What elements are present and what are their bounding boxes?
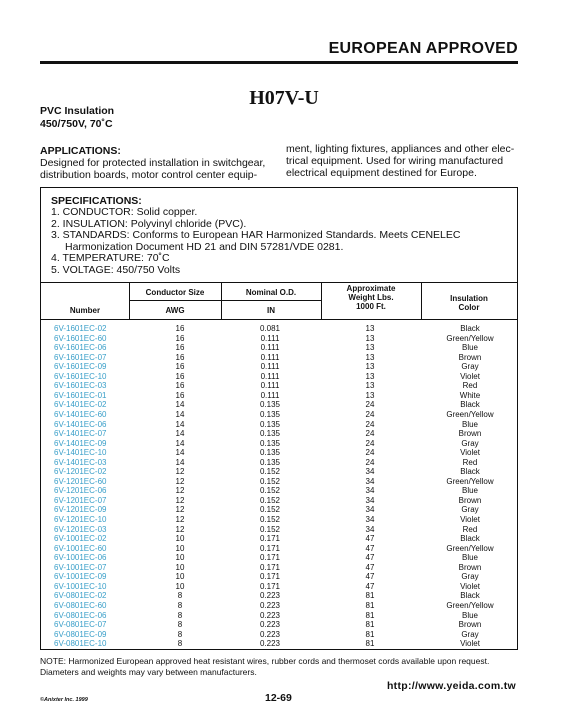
spec-item-insulation: 2. INSULATION: Polyvinyl chloride (PVC). (51, 217, 247, 230)
weight-value: 81 (365, 629, 375, 639)
weight-value: 81 (365, 620, 375, 630)
header-rule (40, 61, 518, 64)
part-number: 6V-1601EC-10 (54, 371, 107, 381)
nominal-od-value: 0.171 (259, 572, 281, 582)
nominal-od-value: 0.111 (260, 352, 280, 362)
weight-value: 81 (365, 639, 375, 649)
awg-value: 14 (175, 448, 185, 458)
part-number: 6V-1601EC-06 (54, 343, 107, 353)
part-number: 6V-1401EC-10 (54, 448, 107, 458)
part-number: 6V-1201EC-03 (54, 524, 107, 534)
table-row (41, 353, 517, 362)
part-number: 6V-1201EC-06 (54, 486, 107, 496)
table-row (41, 343, 517, 352)
awg-value: 12 (175, 467, 185, 477)
nominal-od-value: 0.135 (259, 400, 281, 410)
insulation-color-value: Violet (460, 448, 480, 458)
nominal-od-value: 0.111 (260, 371, 280, 381)
part-number: 6V-0801EC-02 (54, 591, 107, 601)
spec-item-voltage: 5. VOLTAGE: 450/750 Volts (51, 263, 181, 276)
awg-value: 16 (175, 362, 185, 372)
insulation-color-value: Green/Yellow (446, 543, 494, 553)
insulation-color-value: Brown (458, 429, 482, 439)
nominal-od-value: 0.111 (260, 381, 280, 391)
part-number: 6V-1601EC-02 (54, 324, 107, 333)
table-row (41, 611, 517, 620)
page-number: 12-69 (265, 692, 292, 704)
part-number: 6V-1601EC-60 (54, 333, 107, 343)
part-number: 6V-1401EC-09 (54, 438, 107, 448)
nominal-od-value: 0.152 (259, 524, 281, 534)
part-number: 6V-1201EC-09 (54, 505, 107, 515)
awg-value: 12 (175, 524, 185, 534)
awg-value: 8 (177, 610, 183, 620)
nominal-od-value: 0.152 (259, 515, 281, 524)
awg-value: 14 (175, 409, 185, 419)
insulation-color-value: White (459, 390, 481, 400)
footnote (40, 656, 530, 677)
product-subtitle (40, 105, 114, 131)
insulation-color-value: Black (460, 324, 480, 333)
nominal-od-value: 0.111 (260, 362, 280, 372)
footnote-line: Diameters and weights may vary between manufacturers. (40, 666, 257, 677)
insulation-color-value: Violet (460, 371, 480, 381)
weight-value: 13 (365, 352, 375, 362)
insulation-color-value: Red (462, 381, 478, 391)
awg-value: 12 (175, 495, 185, 505)
nominal-od-value: 0.135 (259, 419, 281, 429)
awg-value: 16 (175, 324, 185, 333)
weight-value: 24 (365, 448, 375, 458)
table-row (41, 467, 517, 476)
table-row (41, 620, 517, 629)
nominal-od-value: 0.171 (259, 562, 281, 572)
table-row (41, 362, 517, 371)
part-number: 6V-0801EC-09 (54, 629, 107, 639)
weight-value: 47 (365, 543, 375, 553)
nominal-od-value: 0.223 (259, 629, 281, 639)
weight-value: 24 (365, 457, 375, 467)
weight-value: 47 (365, 534, 375, 544)
nominal-od-value: 0.223 (259, 639, 281, 649)
weight-value: 13 (365, 362, 375, 372)
applications-line: electrical equipment destined for Europe. (286, 167, 477, 179)
nominal-od-value: 0.152 (259, 486, 281, 496)
applications-line: Designed for protected installation in switchgear, (40, 157, 266, 169)
part-number: 6V-1001EC-10 (54, 581, 107, 591)
column-header-nominal-od: Nominal O.D. (245, 288, 297, 297)
insulation-color-value: Green/Yellow (446, 409, 494, 419)
awg-value: 14 (175, 419, 185, 429)
weight-value: 13 (365, 324, 375, 333)
weight-value: 13 (365, 371, 375, 381)
part-number: 6V-1001EC-60 (54, 543, 107, 553)
table-row (41, 429, 517, 438)
applications-line: ment, lighting fixtures, appliances and other elec- (286, 143, 515, 155)
part-number: 6V-1601EC-01 (54, 390, 107, 400)
weight-value: 13 (365, 381, 375, 391)
table-row (41, 372, 517, 381)
weight-value: 47 (365, 562, 375, 572)
insulation-color-value: Blue (461, 610, 478, 620)
awg-value: 10 (175, 562, 185, 572)
column-header-awg: AWG (165, 306, 185, 315)
column-header-insulation-color: Insulation Color (450, 294, 488, 312)
nominal-od-value: 0.111 (260, 390, 280, 400)
insulation-color-value: Red (462, 457, 478, 467)
table-row (41, 525, 517, 534)
table-row (41, 458, 517, 467)
nominal-od-value: 0.081 (259, 324, 281, 333)
specifications-box (40, 187, 518, 650)
table-row (41, 410, 517, 419)
nominal-od-value: 0.135 (259, 457, 281, 467)
table-row (41, 496, 517, 505)
table-row (41, 448, 517, 457)
weight-value: 13 (365, 390, 375, 400)
awg-value: 14 (175, 457, 185, 467)
insulation-color-value: Blue (461, 553, 478, 563)
weight-value: 34 (365, 524, 375, 534)
insulation-type: PVC Insulation (40, 105, 115, 117)
weight-value: 47 (365, 572, 375, 582)
weight-value: 24 (365, 429, 375, 439)
part-number: 6V-1201EC-10 (54, 515, 107, 524)
nominal-od-value: 0.135 (259, 409, 281, 419)
awg-value: 8 (177, 591, 183, 601)
part-number: 6V-1601EC-03 (54, 381, 107, 391)
weight-value: 13 (365, 333, 375, 343)
weight-value: 47 (365, 553, 375, 563)
weight-value: 81 (365, 610, 375, 620)
insulation-color-value: Brown (458, 562, 482, 572)
table-row (41, 591, 517, 600)
part-number: 6V-1201EC-07 (54, 495, 107, 505)
awg-value: 16 (175, 343, 185, 353)
awg-value: 16 (175, 333, 185, 343)
table-row (41, 381, 517, 390)
column-header-conductor-size: Conductor Size (145, 288, 205, 297)
awg-value: 8 (177, 629, 183, 639)
part-number: 6V-1601EC-09 (54, 362, 107, 372)
table-row (41, 477, 517, 486)
insulation-color-value: Black (460, 591, 480, 601)
weight-value: 34 (365, 495, 375, 505)
weight-value: 24 (365, 438, 375, 448)
insulation-color-value: Blue (461, 343, 478, 353)
applications-line: trical equipment. Used for wiring manufactured (286, 155, 504, 167)
table-row (41, 534, 517, 543)
awg-value: 16 (175, 381, 185, 391)
part-number: 6V-1401EC-06 (54, 419, 107, 429)
insulation-color-value: Black (460, 467, 480, 477)
part-number: 6V-1401EC-02 (54, 400, 107, 410)
insulation-color-value: Black (460, 534, 480, 544)
awg-value: 10 (175, 572, 185, 582)
awg-value: 10 (175, 543, 185, 553)
nominal-od-value: 0.223 (259, 591, 281, 601)
table-row (41, 486, 517, 495)
table-row (41, 515, 517, 524)
weight-value: 34 (365, 476, 375, 486)
insulation-color-value: Gray (461, 362, 479, 372)
table-row (41, 572, 517, 581)
insulation-color-value: Gray (461, 572, 479, 582)
nominal-od-value: 0.171 (259, 553, 281, 563)
applications-text-right (286, 143, 518, 179)
weight-value: 24 (365, 409, 375, 419)
footnote-line: NOTE: Harmonized European approved heat resistant wires, rubber cords and thermoset cords available upon request. (40, 656, 490, 666)
table-row (41, 582, 517, 591)
weight-value: 13 (365, 343, 375, 353)
part-number: 6V-1001EC-07 (54, 562, 107, 572)
insulation-color-value: Gray (461, 505, 479, 515)
nominal-od-value: 0.152 (259, 476, 281, 486)
column-header-in: IN (267, 306, 275, 315)
insulation-color-value: Brown (458, 495, 482, 505)
part-number: 6V-1001EC-02 (54, 534, 107, 544)
weight-value: 34 (365, 486, 375, 496)
table-header (41, 282, 517, 320)
part-number: 6V-1401EC-60 (54, 409, 107, 419)
awg-value: 8 (177, 639, 183, 649)
nominal-od-value: 0.223 (259, 610, 281, 620)
table-row (41, 420, 517, 429)
table-row (41, 334, 517, 343)
awg-value: 12 (175, 505, 185, 515)
weight-value: 34 (365, 515, 375, 524)
nominal-od-value: 0.171 (259, 581, 281, 591)
table-row (41, 324, 517, 333)
part-number: 6V-1401EC-03 (54, 457, 107, 467)
insulation-color-value: Gray (461, 438, 479, 448)
awg-value: 10 (175, 553, 185, 563)
part-number: 6V-1001EC-09 (54, 572, 107, 582)
table-row (41, 639, 517, 648)
awg-value: 8 (177, 600, 183, 610)
part-number: 6V-0801EC-06 (54, 610, 107, 620)
awg-value: 16 (175, 390, 185, 400)
part-number: 6V-1201EC-60 (54, 476, 107, 486)
insulation-color-value: Violet (460, 639, 480, 649)
weight-value: 24 (365, 419, 375, 429)
nominal-od-value: 0.111 (260, 343, 280, 353)
nominal-od-value: 0.171 (259, 534, 281, 544)
part-number: 6V-1001EC-06 (54, 553, 107, 563)
weight-value: 34 (365, 505, 375, 515)
insulation-color-value: Blue (461, 419, 478, 429)
weight-value: 47 (365, 581, 375, 591)
table-row (41, 544, 517, 553)
applications-text-left (40, 157, 272, 181)
website-link[interactable]: http://www.yeida.com.tw (386, 680, 516, 692)
awg-value: 12 (175, 515, 185, 524)
nominal-od-value: 0.135 (259, 448, 281, 458)
nominal-od-value: 0.135 (259, 429, 281, 439)
nominal-od-value: 0.152 (259, 467, 281, 477)
awg-value: 8 (177, 620, 183, 630)
nominal-od-value: 0.135 (259, 438, 281, 448)
nominal-od-value: 0.111 (260, 333, 280, 343)
product-code: H07V-U (249, 87, 319, 109)
insulation-color-value: Green/Yellow (446, 333, 494, 343)
table-row (41, 601, 517, 610)
table-row (41, 553, 517, 562)
insulation-color-value: Green/Yellow (446, 600, 494, 610)
specifications-heading: SPECIFICATIONS: (51, 195, 142, 207)
part-number: 6V-0801EC-60 (54, 600, 107, 610)
column-header-weight: Approximate Weight Lbs. 1000 Ft. (346, 284, 396, 311)
part-number: 6V-1601EC-07 (54, 352, 107, 362)
weight-value: 81 (365, 591, 375, 601)
awg-value: 10 (175, 581, 185, 591)
insulation-color-value: Brown (458, 352, 482, 362)
weight-value: 24 (365, 400, 375, 410)
spec-item-standards: 3. STANDARDS: Conforms to European HAR Harmonized Standards. Meets CENELEC Harmonization Document HD 21 and DIN 57281/VDE 0281. (51, 229, 461, 253)
insulation-color-value: Violet (460, 515, 480, 524)
column-header-number: Number (69, 306, 101, 315)
table-row (41, 630, 517, 639)
awg-value: 14 (175, 429, 185, 439)
awg-value: 12 (175, 486, 185, 496)
weight-value: 81 (365, 600, 375, 610)
insulation-color-value: Brown (458, 620, 482, 630)
awg-value: 16 (175, 352, 185, 362)
table-row (41, 400, 517, 409)
awg-value: 14 (175, 438, 185, 448)
awg-value: 16 (175, 371, 185, 381)
voltage-temp-rating: 450/750V, 70˚C (40, 118, 113, 130)
awg-value: 10 (175, 534, 185, 544)
table-row (41, 505, 517, 514)
insulation-color-value: Blue (461, 486, 478, 496)
spec-item-conductor: 1. CONDUCTOR: Solid copper. (51, 206, 198, 218)
table-row (41, 439, 517, 448)
part-number: 6V-0801EC-10 (54, 639, 107, 649)
applications-heading: APPLICATIONS: (40, 145, 121, 157)
nominal-od-value: 0.223 (259, 600, 281, 610)
copyright: ©Anixter Inc. 1999 (40, 697, 88, 703)
part-number: 6V-1401EC-07 (54, 429, 107, 439)
insulation-color-value: Violet (460, 581, 480, 591)
nominal-od-value: 0.171 (259, 543, 281, 553)
table-row (41, 391, 517, 400)
header-title: EUROPEAN APPROVED (328, 40, 518, 57)
table-row (41, 563, 517, 572)
nominal-od-value: 0.152 (259, 495, 281, 505)
insulation-color-value: Red (462, 524, 478, 534)
part-number: 6V-1201EC-02 (54, 467, 107, 477)
awg-value: 12 (175, 476, 185, 486)
spec-item-temperature: 4. TEMPERATURE: 70˚C (51, 252, 170, 264)
insulation-color-value: Gray (461, 629, 479, 639)
specifications-list (51, 207, 511, 276)
nominal-od-value: 0.152 (259, 505, 281, 515)
applications-line: distribution boards, motor control center equip- (40, 169, 258, 181)
insulation-color-value: Black (460, 400, 480, 410)
nominal-od-value: 0.223 (259, 620, 281, 630)
awg-value: 14 (175, 400, 185, 410)
insulation-color-value: Green/Yellow (446, 476, 494, 486)
part-number: 6V-0801EC-07 (54, 620, 107, 630)
weight-value: 34 (365, 467, 375, 477)
